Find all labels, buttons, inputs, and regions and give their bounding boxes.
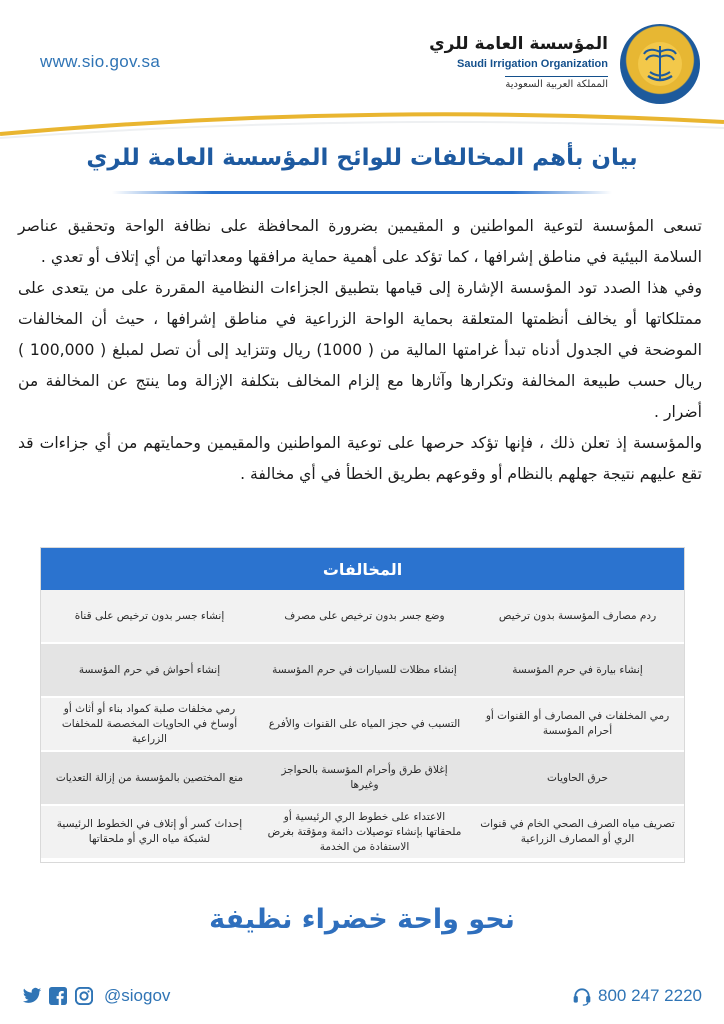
table-cell: وضع جسر بدون ترخيص على مصرف: [258, 590, 471, 644]
table-cell: إغلاق طرق وأحرام المؤسسة بالحواجز وغيرها: [258, 752, 471, 806]
title-underline: [112, 190, 612, 196]
table-cell: رمي مخلفات صلبة كمواد بناء أو أثاث أو أوساخ في الحاويات المخصصة للمخلفات الزراعية: [41, 698, 258, 752]
table-cell: رمي المخلفات في المصارف أو القنوات أو أحرام المؤسسة: [471, 698, 684, 752]
page-title: بيان بأهم المخالفات للوائح المؤسسة العامة للري: [86, 145, 638, 171]
logo-name-arabic: المؤسسة العامة للري: [429, 34, 608, 54]
facebook-icon[interactable]: [48, 986, 68, 1006]
instagram-icon[interactable]: [74, 986, 94, 1006]
slogan: نحو واحة خضراء نظيفة: [209, 904, 515, 935]
violations-grid: [41, 590, 684, 860]
logo-country-arabic: المملكة العربية السعودية: [505, 76, 608, 90]
footer-phone: [572, 986, 702, 1006]
intro-paragraph-3: والمؤسسة إذ تعلن ذلك ، فإنها تؤكد حرصها على توعية المواطنين والمقيمين وحمايتهم من أي جزاءات قد تقع عليهم نتيجة جهلهم بالنظام أو وقوعهم بطريق الخطأ في أي مخالفة .: [18, 434, 702, 483]
headset-icon: [572, 986, 592, 1006]
logo-name-english: Saudi Irrigation Organization: [457, 58, 608, 70]
table-cell: إنشاء مظلات للسيارات في حرم المؤسسة: [258, 644, 471, 698]
table-cell: إنشاء بيارة في حرم المؤسسة: [471, 644, 684, 698]
table-cell: إنشاء جسر بدون ترخيص على قناة: [41, 590, 258, 644]
table-cell: حرق الحاويات: [471, 752, 684, 806]
header-divider-curve: [0, 108, 724, 148]
intro-paragraph-1: تسعى المؤسسة لتوعية المواطنين و المقيمين بضرورة المحافظة على نظافة الواحة وتحقيق عناصر السلامة البيئية في مناطق إشرافها ، كما تؤكد على أهمية حماية مرافقها ومعداتها من أي إتلاف أو تعدي .: [18, 217, 702, 266]
intro-paragraph-2: وفي هذا الصدد تود المؤسسة الإشارة إلى قيامها بتطبيق الجزاءات النظامية المقررة على من يتعدى على ممتلكاتها أو يخالف أنظمتها المتعلقة بحماية الواحة الزراعية في مناطق إشرافها ، حيث أن المخالفات الموضحة في الجدول أدناه تبدأ غرامتها المالية من ( 1000) ريال وتتزايد إلى أن تصل لمبلغ ( 100,000 ) ريال حسب طبيعة المخالفة وتكرارها وآثارها مع إلزام المخالف بتكلفة الإزالة وما ينتج عن المخالفة من أضرار .: [18, 279, 702, 421]
table-cell: إحداث كسر أو إتلاف في الخطوط الرئيسية لشبكة مياه الري أو ملحقاتها: [41, 806, 258, 860]
table-cell: منع المختصين بالمؤسسة من إزالة التعديات: [41, 752, 258, 806]
table-cell: تصريف مياه الصرف الصحي الخام في قنوات الري أو المصارف الزراعية: [471, 806, 684, 860]
table-cell: التسبب في حجز المياه على القنوات والأفرع: [258, 698, 471, 752]
footer-social: [22, 986, 170, 1006]
table-cell: ردم مصارف المؤسسة بدون ترخيص: [471, 590, 684, 644]
organization-logo: [410, 24, 700, 106]
violations-table-header: المخالفات: [41, 548, 684, 590]
table-cell: إنشاء أحواش في حرم المؤسسة: [41, 644, 258, 698]
twitter-icon[interactable]: [22, 986, 42, 1006]
phone-number[interactable]: 800 247 2220: [598, 986, 702, 1005]
social-handle[interactable]: @siogov: [104, 986, 171, 1005]
table-cell: الاعتداء على خطوط الري الرئيسية أو ملحقاتها بإنشاء توصيلات دائمة ومؤقتة بغرض الاستفادة من الخدمة: [258, 806, 471, 860]
website-url[interactable]: www.sio.gov.sa: [40, 52, 161, 71]
palm-emblem-icon: [620, 24, 700, 104]
violations-table: [40, 547, 685, 863]
intro-text: [18, 211, 702, 490]
